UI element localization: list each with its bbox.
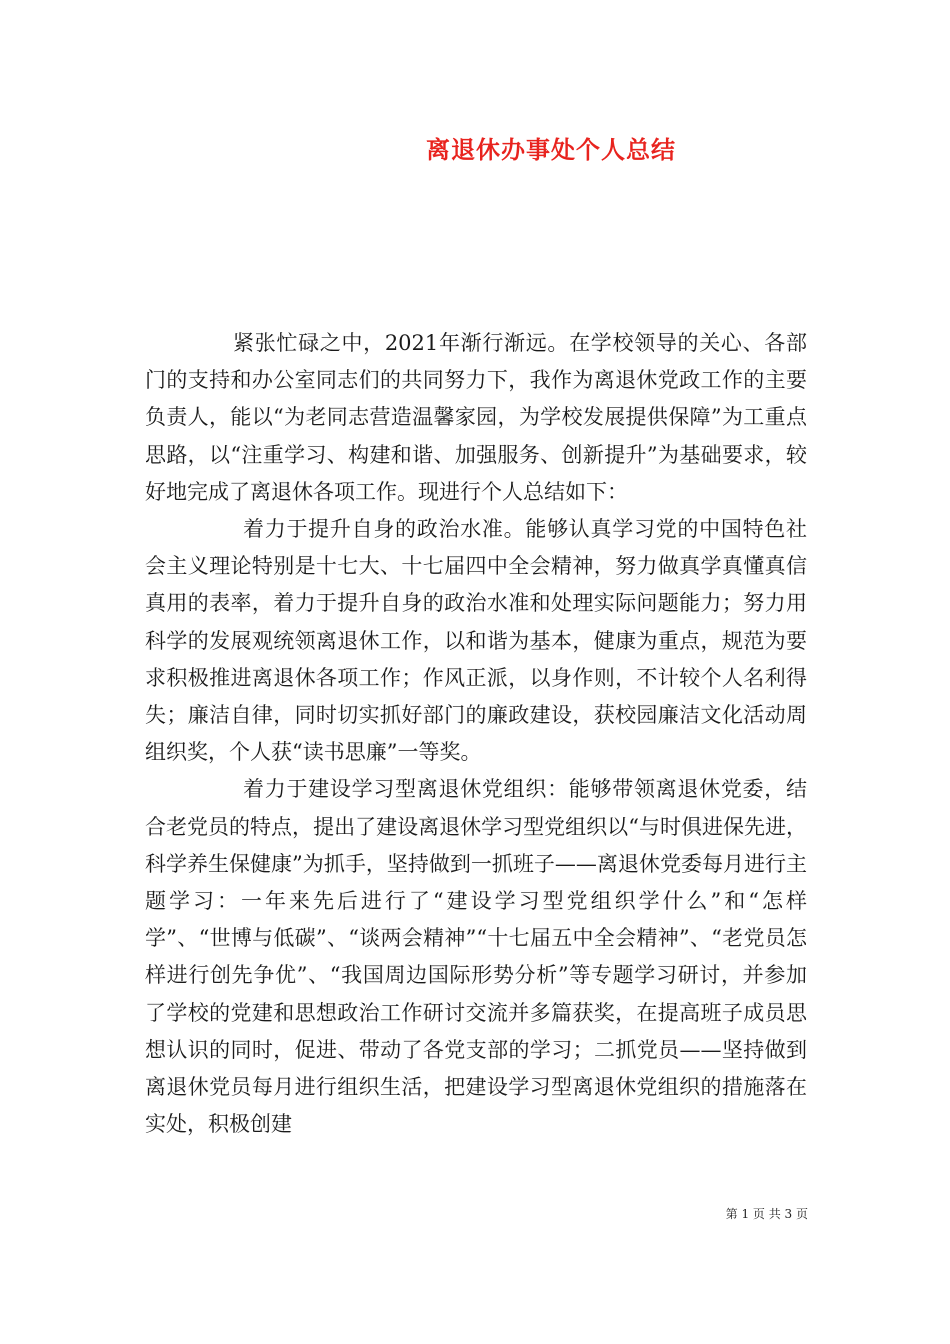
paragraph-political-standard: 着力于提升自身的政治水准。能够认真学习党的中国特色社会主义理论特别是十七大、十七届四中全会精神，努力做真学真懂真信真用的表率，着力于提升自身的政治水准和处理实际问题能力；努力用科学的发展观统领离退休工作，以和谐为基本，健康为重点，规范为要求积极推进离退休各项工作；作风正派，以身作则，不计较个人名利得失；廉洁自律，同时切实抓好部门的廉政建设，获校园廉洁文化活动周组织奖，个人获“读书思廉”一等奖。	[145, 517, 807, 765]
paragraph-learning-organization: 着力于建设学习型离退休党组织：能够带领离退休党委，结合老党员的特点，提出了建设离退休学习型党组织以“与时俱进保先进，科学养生保健康”为抓手，坚持做到一抓班子——离退休党委每月进行主题学习：一年来先后进行了“建设学习型党组织学什么”和“怎样学”、“世博与低碳”、“谈两会精神”“十七届五中全会精神”、“老党员怎样进行创先争优”、“我国周边国际形势分析”等专题学习研讨，并参加了学校的党建和思想政治工作研讨交流并多篇获奖，在提高班子成员思想认识的同时，促进、带动了各党支部的学习；二抓党员——坚持做到离退休党员每月进行组织生活，把建设学习型离退休党组织的措施落在实处，积极创建	[145, 777, 807, 1137]
document-body	[145, 325, 807, 1143]
document-title: 离退休办事处个人总结	[426, 135, 676, 164]
page-number-footer: 第 1 页 共 3 页	[725, 1207, 808, 1221]
paragraph-intro: 紧张忙碌之中，2021年渐行渐远。在学校领导的关心、各部门的支持和办公室同志们的共同努力下，我作为离退休党政工作的主要负责人，能以“为老同志营造温馨家园，为学校发展提供保障”为工重点思路，以“注重学习、构建和谐、加强服务、创新提升”为基础要求，较好地完成了离退休各项工作。现进行个人总结如下：	[145, 331, 807, 504]
